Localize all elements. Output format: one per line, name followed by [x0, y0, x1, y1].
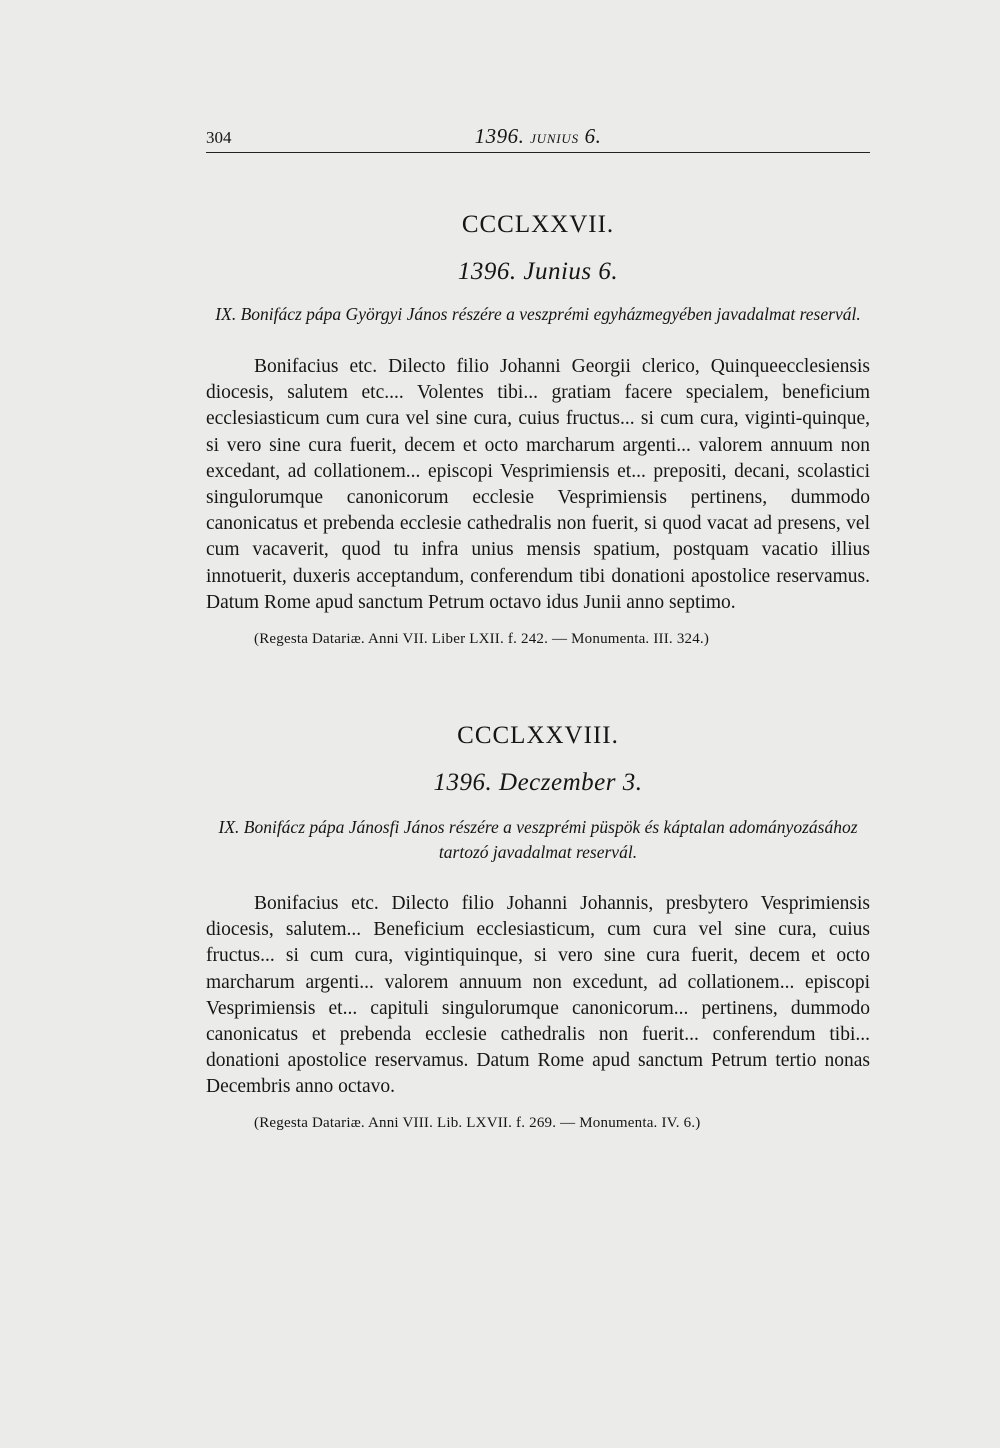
entry-number: CCCLXXVIII.	[457, 722, 619, 749]
entry-number: CCCLXXVII.	[461, 211, 615, 238]
entry-date: 1396. Deczember 3.	[433, 769, 643, 796]
page-number: 304	[206, 128, 232, 147]
running-head	[206, 122, 870, 153]
running-head-year: 1396.	[474, 124, 525, 148]
entry-source-note: (Regesta Datariæ. Anni VIII. Lib. LXVII. f. 269. — Monumenta. IV. 6.)	[254, 1115, 701, 1131]
running-head-date	[206, 124, 870, 149]
entry-body: Bonifacius etc. Dilecto filio Johanni Georgii clerico, Quinqueecclesiensis diocesis, salutem etc.... Volentes tibi... gratiam facere specialem, beneficium ecclesiasticum cum cura vel sine cura, cuius fructus... si cum cura, viginti-quinque, si vero sine cura fuerit, decem et octo marcharum argenti... valorem annuum non excedant, ad collationem... episcopi Vesprimiensis et... prepositi, decani, scolastici singulorumque canonicorum ecclesie Vesprimiensis pertinens, dummodo canonicatus et prebenda ecclesie cathedralis non fuerit, si quod vacat ad presens, vel cum vacaverit, quod tu infra unius mensis spatium, postquam vacatio illius innotuerit, duxeris acceptandum, conferendum tibi donationi apostolice reservamus. Datum Rome apud sanctum Petrum octavo idus Junii anno septimo.	[206, 356, 870, 613]
entry-body: Bonifacius etc. Dilecto filio Johanni Johannis, presbytero Vesprimiensis diocesis, salutem... Beneficium ecclesiasticum, cum cura vel sine cura, cuius fructus... si cum cura, vigintiquinque, si vero sine cura fuerit, decem et octo marcharum argenti... valorem annuum non excedunt, ad collationem... episcopi Vesprimiensis et... capituli singulorumque canonicorum... pertinens, dummodo canonicatus et prebenda ecclesie cathedralis non fuerit... conferendum tibi... donationi apostolice reservamus. Datum Rome apud sanctum Petrum tertio nonas Decembris anno octavo.	[206, 893, 870, 1098]
entry-source-note: (Regesta Datariæ. Anni VII. Liber LXII. f. 242. — Monumenta. III. 324.)	[254, 631, 710, 647]
running-head-month: JUNIUS	[530, 131, 579, 146]
running-head-day: 6.	[584, 124, 602, 148]
entry-date: 1396. Junius 6.	[457, 258, 619, 285]
entry-summary: IX. Bonifácz pápa Jánosfi János részére a veszprémi püspök és káptalan adományozásához tartozó javadalmat reservál.	[218, 817, 858, 862]
entry-summary: IX. Bonifácz pápa Györgyi János részére a veszprémi egyházmegyében javadalmat reservál.	[215, 304, 861, 324]
